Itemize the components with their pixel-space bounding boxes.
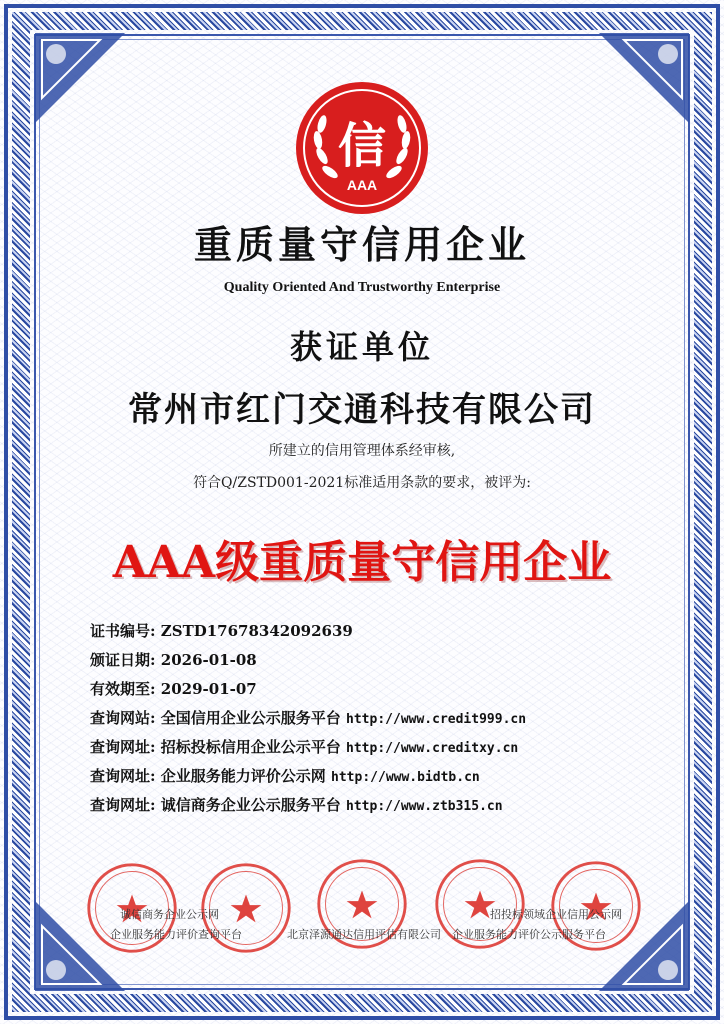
certificate-title-english: Quality Oriented And Trustworthy Enterprise — [223, 280, 501, 295]
info-label: 颁证日期: — [90, 651, 156, 669]
info-label: 查询网址: — [90, 767, 156, 785]
certificate-info — [90, 620, 670, 823]
seal-caption: 企业服务能力评价查询平台 — [110, 928, 242, 941]
award-label: 获证单位 — [289, 328, 434, 366]
seal-caption: 诚信商务企业公示网 — [120, 908, 219, 921]
query-url-link[interactable]: http://www.bidtb.cn — [331, 770, 480, 785]
query-platform: 诚信商务企业公示服务平台 — [160, 796, 341, 814]
query-site-row — [90, 736, 670, 765]
query-platform: 全国信用企业公示服务平台 — [160, 709, 341, 727]
info-label: 查询网址: — [90, 738, 156, 756]
emblem-letters: AAA — [346, 177, 378, 193]
info-label: 证书编号: — [90, 622, 156, 640]
seal-caption: 北京泽源通达信用评估有限公司 — [287, 928, 441, 941]
expiry-date-row — [90, 678, 670, 707]
corner-ornament-icon — [30, 28, 130, 128]
query-platform: 招标投标信用企业公示平台 — [160, 738, 341, 756]
info-label: 查询网址: — [90, 796, 156, 814]
query-site-row — [90, 707, 670, 736]
statement-line-2: 符合Q/ZSTD001-2021标准适用条款的要求，被评为: — [193, 475, 531, 491]
cert-number-value: ZSTD17678342092639 — [160, 622, 353, 640]
credit-grade: AAA级重质量守信用企业 — [112, 537, 612, 588]
statement-line-1: 所建立的信用管理体系经审核, — [268, 443, 456, 459]
seal-caption: 招投标领域企业信用公示网 — [490, 908, 622, 921]
company-name: 常州市红门交通科技有限公司 — [128, 390, 596, 430]
credit-emblem-icon — [292, 78, 432, 218]
certificate-title: 重质量守信用企业 — [193, 222, 530, 267]
cert-number-row — [90, 620, 670, 649]
query-site-row — [90, 765, 670, 794]
expiry-date-value: 2029-01-07 — [160, 680, 257, 698]
corner-ornament-icon — [594, 28, 694, 128]
issue-date-value: 2026-01-08 — [160, 651, 257, 669]
seal-caption: 企业服务能力评价公示服务平台 — [452, 928, 606, 941]
query-url-link[interactable]: http://www.credit999.cn — [346, 712, 527, 727]
info-label: 有效期至: — [90, 680, 156, 698]
issue-date-row — [90, 649, 670, 678]
query-platform: 企业服务能力评价公示网 — [160, 767, 326, 785]
query-url-link[interactable]: http://www.creditxy.cn — [346, 741, 519, 756]
info-label: 查询网站: — [90, 709, 156, 727]
query-site-row — [90, 794, 670, 823]
query-url-link[interactable]: http://www.ztb315.cn — [346, 799, 503, 814]
emblem-character: 信 — [337, 118, 387, 174]
